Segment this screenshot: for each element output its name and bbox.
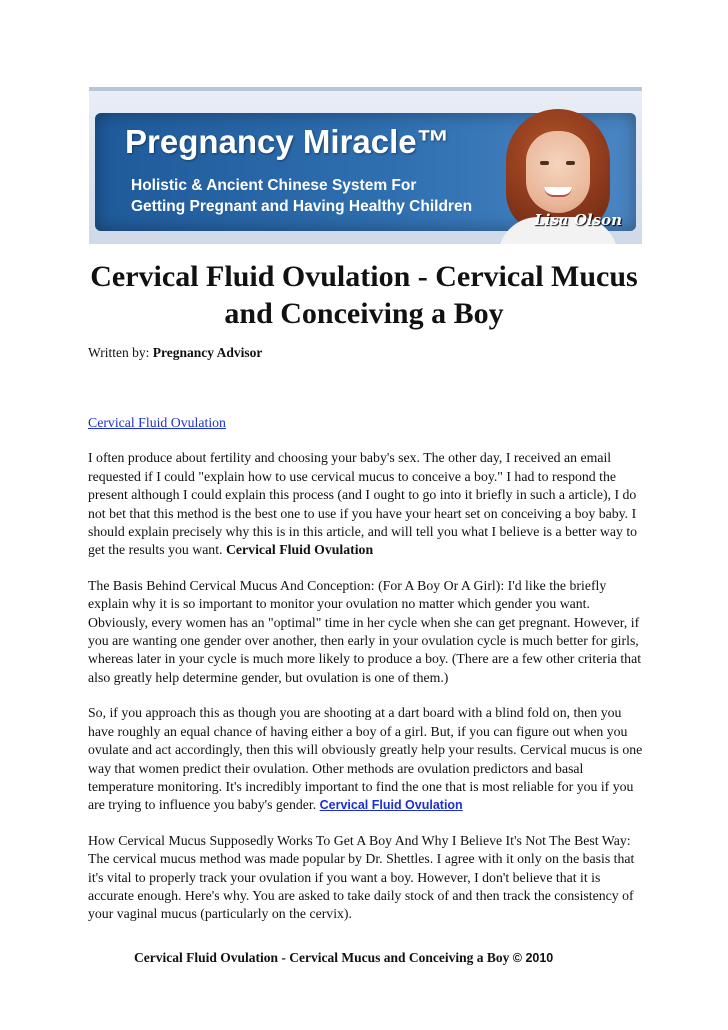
banner-panel — [95, 113, 636, 231]
paragraph-4: How Cervical Mucus Supposedly Works To Get A Boy And Why I Believe It's Not The Best Way: The cervical mucus method was made popular by Dr. Shettles. I agree with it only on the basis that it's vital to properly track your ovulation if you want a boy. However, I don't believe that it is accurate enough. Here's why. You are asked to take daily stock of and then track the consistency of your vaginal mucus (particularly on the cervix). — [88, 832, 635, 922]
article-body — [88, 414, 644, 941]
banner-subtitle — [131, 175, 511, 217]
byline — [88, 345, 262, 361]
banner-signature: Lisa Olson — [534, 211, 622, 229]
pregnancy-miracle-banner — [89, 87, 642, 244]
paragraph-3 — [88, 704, 644, 814]
paragraph-1 — [88, 449, 644, 559]
document-title: Cervical Fluid Ovulation - Cervical Mucus and Conceiving a Boy — [90, 260, 638, 330]
paragraph-3-text: So, if you approach this as though you are shooting at a dart board with a blind fold on, then you have roughly an equal chance of having either a boy of a girl. But, if you can figure out when you ovulate and act accordingly, then this will obviously greatly help your results. Cervical mucus is one way that women predict their ovulation. Other methods are ovulation predictors and basal temperature monitoring. It's incredibly important to find the one that is most reliable for you if you are trying to influence you baby's gender. — [88, 705, 643, 813]
footer-copyright: © 2010 — [512, 951, 554, 965]
inline-keyword-link[interactable]: Cervical Fluid Ovulation — [319, 798, 463, 813]
byline-prefix: Written by: — [88, 345, 150, 360]
paragraph-2: The Basis Behind Cervical Mucus And Conception: (For A Boy Or A Girl): I'd like the briefly explain why it is so important to monitor your ovulation no matter which gender you want. Obviously, every women has an "optimal" time in her cycle when she can get pregnant. However, if you are wanting one gender over another, then early in your ovulation cycle is much better for girls, whereas later in your cycle is much more likely to produce a boy. (There are a few other criteria that also greatly help determine gender, but ovulation is one of them.) — [88, 577, 642, 685]
byline-author: Pregnancy Advisor — [152, 345, 263, 360]
footer-title: Cervical Fluid Ovulation - Cervical Mucus and Conceiving a Boy — [134, 950, 510, 965]
banner-title: Pregnancy Miracle™ — [125, 123, 450, 160]
banner-subtitle-line1: Holistic & Ancient Chinese System For — [131, 177, 417, 194]
page-footer — [134, 950, 553, 966]
section-link[interactable]: Cervical Fluid Ovulation — [88, 415, 226, 430]
banner-subtitle-line2: Getting Pregnant and Having Healthy Children — [131, 198, 473, 215]
paragraph-1-text: I often produce about fertility and choosing your baby's sex. The other day, I received an email requested if I could "explain how to use cervical mucus to conceive a boy." I had to respond the present although I could explain this process (and I ought to go into it briefly in such a article), I do not bet that this method is the best one to use if you have your heart set on conceiving a boy baby. I should explain precisely why this is in this article, and will tell you what I believe is a better way to get the results you want. — [88, 450, 638, 558]
paragraph-1-keyword: Cervical Fluid Ovulation — [225, 542, 374, 558]
